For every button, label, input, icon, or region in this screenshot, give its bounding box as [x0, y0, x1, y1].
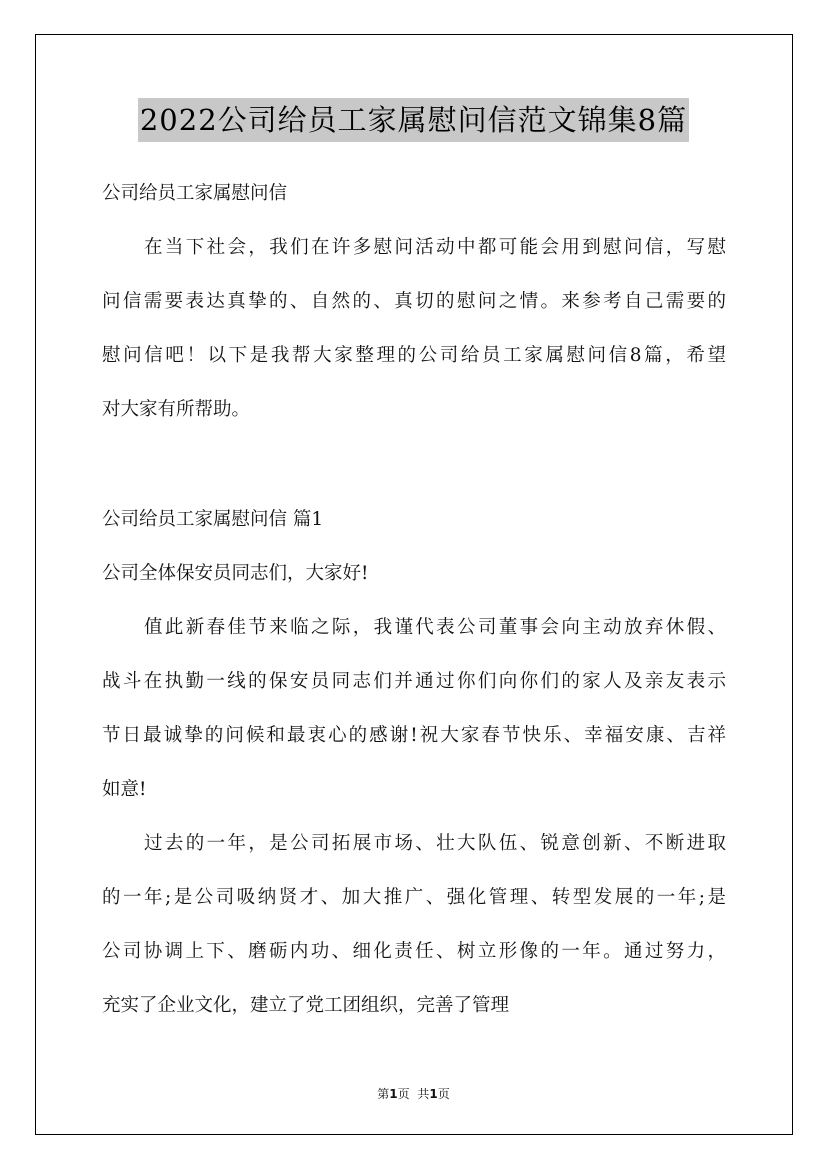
- paragraph-line: 值此新春佳节来临之际，我谨代表公司董事会向主动放弃休假、: [144, 617, 726, 638]
- paragraph-line: 节日最诚挚的问候和最衷心的感谢!祝大家春节快乐、幸福安康、吉祥: [102, 725, 726, 746]
- paragraph-line: 慰问信吧！以下是我帮大家整理的公司给员工家属慰问信8篇，希望: [102, 345, 726, 366]
- paragraph-line: 过去的一年，是公司拓展市场、壮大队伍、锐意创新、不断进取: [144, 833, 726, 854]
- page-footer: [0, 1085, 827, 1102]
- paragraph-line: 对大家有所帮助。: [102, 399, 251, 420]
- total-prefix: 共: [417, 1087, 430, 1101]
- page-prefix: 第: [377, 1087, 390, 1101]
- page-number: 1: [389, 1087, 398, 1101]
- paragraph-line: 公司协调上下、磨砺内功、细化责任、树立形像的一年。通过努力，: [102, 941, 726, 962]
- total-suffix: 页: [437, 1087, 450, 1101]
- section-heading: 公司给员工家属慰问信 篇1: [102, 509, 324, 530]
- paragraph-line: 战斗在执勤一线的保安员同志们并通过你们向你们的家人及亲友表示: [102, 671, 726, 692]
- paragraph-line: 充实了企业文化，建立了党工团组织，完善了管理: [102, 995, 510, 1016]
- paragraph-line: 的一年;是公司吸纳贤才、加大推广、强化管理、转型发展的一年;是: [102, 887, 726, 908]
- section-heading: 公司给员工家属慰问信: [102, 183, 288, 204]
- paragraph-line: 问信需要表达真挚的、自然的、真切的慰问之情。来参考自己需要的: [102, 291, 726, 312]
- paragraph-line: 在当下社会，我们在许多慰问活动中都可能会用到慰问信，写慰: [144, 237, 726, 258]
- total-pages: 1: [429, 1087, 438, 1101]
- document-title: 2022公司给员工家属慰问信范文锦集8篇: [138, 98, 689, 142]
- paragraph-line: 如意!: [102, 779, 147, 800]
- title-container: [0, 98, 827, 142]
- salutation: 公司全体保安员同志们，大家好!: [102, 563, 369, 584]
- page-suffix: 页: [397, 1087, 410, 1101]
